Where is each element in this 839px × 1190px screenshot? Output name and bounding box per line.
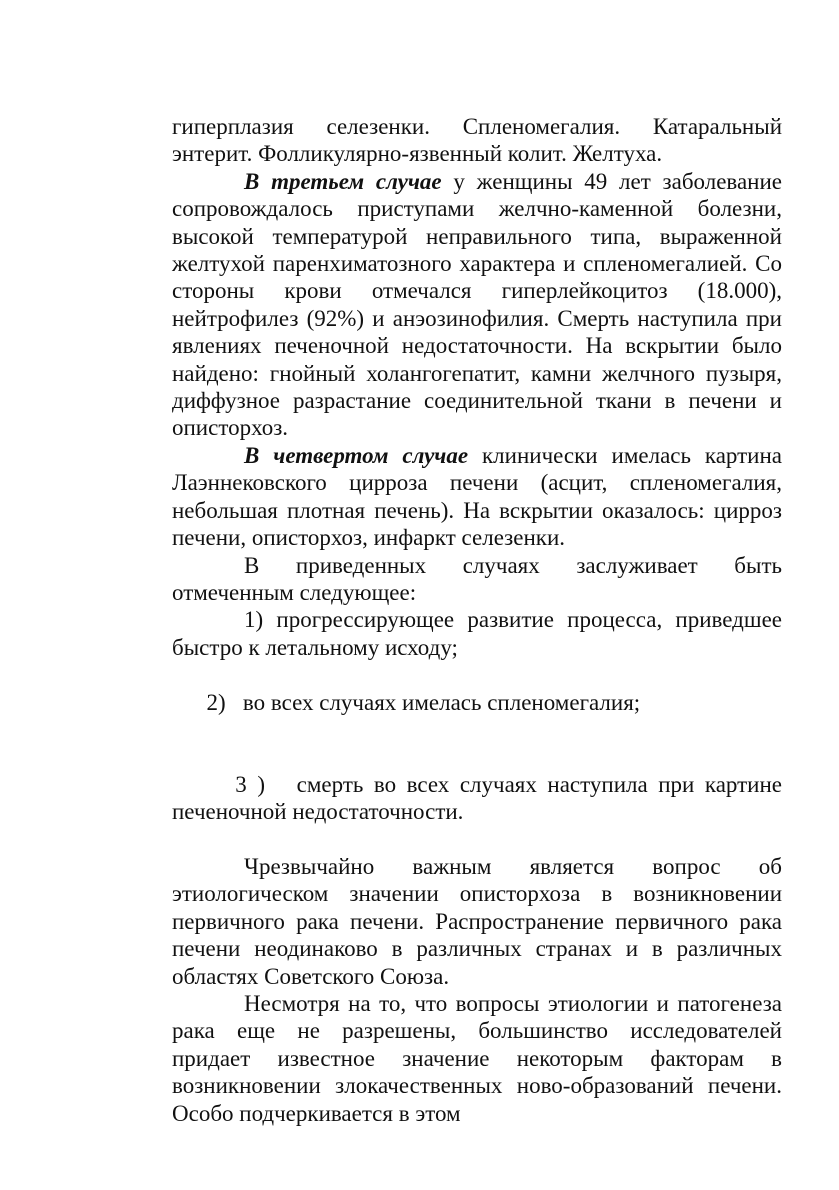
paragraph-text: у женщины 49 лет заболевание сопровождалось приступами желчно-каменной болезни, высокой температурой неправильного типа, выраженной желтухой паренхиматозного характера и спленомегалией. Со стороны крови отмечался гиперлейкоцитоз (18.000), нейтрофилез (92%) и анэозинофилия. Смерть наступила при явлениях печеночной недостаточности. На вскрытии было найдено: гнойный холангогепатит, камни желчного пузыря, диффузное разрастание соединительной ткани в печени и описторхоз. — [172, 168, 782, 441]
paragraph-third-case — [172, 168, 782, 442]
paragraph-lead-emphasis: В третьем случае — [244, 168, 442, 194]
paragraph-fourth-case — [172, 442, 782, 552]
document-body — [172, 113, 788, 1127]
paragraph-text: Чрезвычайно важным является вопрос об этиологическом значении описторхоза в возникновении первичного рака печени. Распространение первичного рака печени неодинаково в различных странах и в различных областях Советского Союза. — [172, 853, 782, 989]
list-item-2 — [172, 661, 782, 743]
paragraph-continuation — [172, 113, 782, 168]
paragraph-text: В приведенных случаях заслуживает быть отмеченным следующее: — [172, 552, 782, 605]
paragraph-lead-emphasis: В четвертом случае — [244, 442, 469, 468]
paragraph-etiology — [172, 853, 782, 990]
list-item-1 — [172, 606, 782, 661]
paragraph-text: 3 ) смерть во всех случаях наступила при картине печеночной недостаточности. — [172, 771, 788, 825]
paragraph-text: гиперплазия селезенки. Спленомегалия. Катаральный энтерит. Фолликулярно-язвенный колит. Желтуха. — [172, 114, 782, 167]
paragraph-summary-intro — [172, 552, 782, 607]
paragraph-pathogenesis — [172, 990, 782, 1127]
paragraph-text: 1) прогрессирующее развитие процесса, приведшее быстро к летальному исходу; — [172, 607, 782, 660]
list-item-3 — [172, 743, 788, 853]
paragraph-text: 2) во всех случаях имелась спленомегалия; — [206, 689, 641, 715]
paragraph-text: Несмотря на то, что вопросы этиологии и патогенеза рака еще не разрешены, большинство исследователей придает известное значение некоторым факторам в возникновении злокачественных ново-образований печени. Особо подчеркивается в этом — [172, 991, 782, 1126]
paragraph-text: клинически имелась картина Лаэннековского цирроза печени (асцит, спленомегалия, небольшая плотная печень). На вскрытии оказалось: цирроз печени, описторхоз, инфаркт селезенки. — [172, 442, 782, 551]
